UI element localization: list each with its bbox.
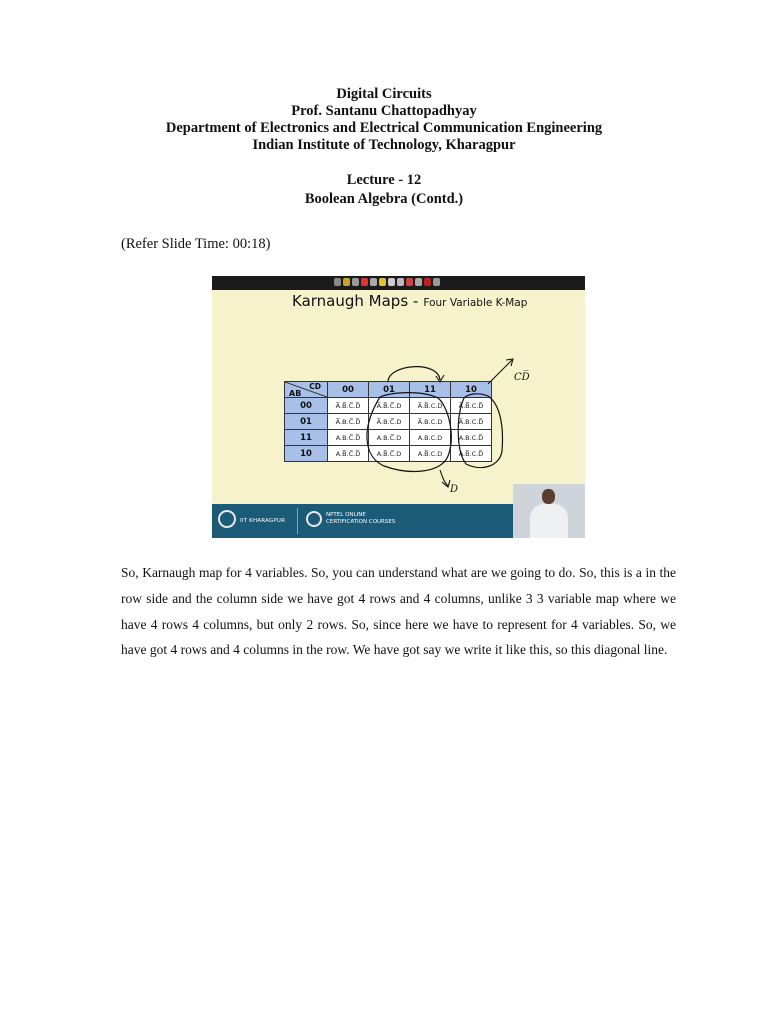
kmap-col-variable-label: CD [309,382,321,391]
kmap-col-header: 01 [369,382,410,398]
iit-kharagpur-logo-icon [218,510,236,528]
document-header [0,86,768,154]
kmap-cell: A̅.B̅.C̅.D̅ [328,398,369,414]
kmap-row-header: 01 [285,414,328,430]
slide-title-main: Karnaugh Maps - [292,292,419,310]
kmap-cell: A̅.B.C̅.D̅ [328,414,369,430]
annotation-cd-bar: CD̅ [514,372,530,383]
footer-iit-label: IIT KHARAGPUR [240,518,286,524]
handwritten-annotations [212,276,585,504]
presenter-torso [530,504,568,538]
kmap-col-header: 10 [451,382,492,398]
annotation-d: D [450,484,459,495]
kmap-row-header: 10 [285,446,328,462]
kmap-cell: A.B̅.C̅.D [369,446,410,462]
kmap-col-header: 11 [410,382,451,398]
lecture-title: Boolean Algebra (Contd.) [304,191,464,207]
professor-name: Prof. Santanu Chattopadhyay [291,103,477,119]
transcript-paragraph: So, Karnaugh map for 4 variables. So, you can understand what are we going to do. So, this is a in the row side and the column side we have got 4 rows and 4 columns, unlike 3 3 variable map where we have 4 rows 4 columns, but only 2 rows. So, since here we have to represent for 4 variables. So, we have got 4 rows and 4 columns in the row. We have got say we write it like this, so this diagonal line. [121,565,676,658]
kmap-row-header: 00 [285,398,328,414]
refer-slide-time: (Refer Slide Time: 00:18) [121,236,271,252]
presenter-head [542,489,555,504]
kmap-cell: A̅.B.C.D̅ [451,414,492,430]
footer-nptel-label: NPTEL ONLINE CERTIFICATION COURSES [326,512,396,525]
nptel-logo-icon [306,511,322,527]
kmap-cell: A̅.B.C̅.D [369,414,410,430]
kmap-row-header: 11 [285,430,328,446]
kmap-cell: A.B.C̅.D̅ [328,430,369,446]
kmap-cell: A.B.C.D̅ [451,430,492,446]
lecture-slide-image [212,276,585,538]
kmap-col-header: 00 [328,382,369,398]
kmap-cell: A.B̅.C̅.D̅ [328,446,369,462]
course-title: Digital Circuits [336,86,432,102]
kmap-cell: A̅.B.C.D [410,414,451,430]
kmap-cell: A.B.C.D [410,430,451,446]
kmap-cell: A̅.B̅.C.D̅ [451,398,492,414]
footer-divider [297,508,298,534]
kmap-cell: A.B̅.C.D [410,446,451,462]
department-name: Department of Electronics and Electrical Communication Engineering [165,120,603,136]
kmap-row-variable-label: AB [289,389,302,398]
kmap-cell: A̅.B̅.C̅.D [369,398,410,414]
institute-name: Indian Institute of Technology, Kharagpur [252,137,516,153]
slide-title-sub: Four Variable K-Map [423,297,528,309]
kmap-cell: A̅.B̅.C.D [410,398,451,414]
lecture-heading [0,171,768,209]
kmap-cell: A.B̅.C.D̅ [451,446,492,462]
lecture-number: Lecture - 12 [346,172,422,188]
kmap-cell: A.B.C̅.D [369,430,410,446]
presenter-webcam-inset [513,484,585,538]
